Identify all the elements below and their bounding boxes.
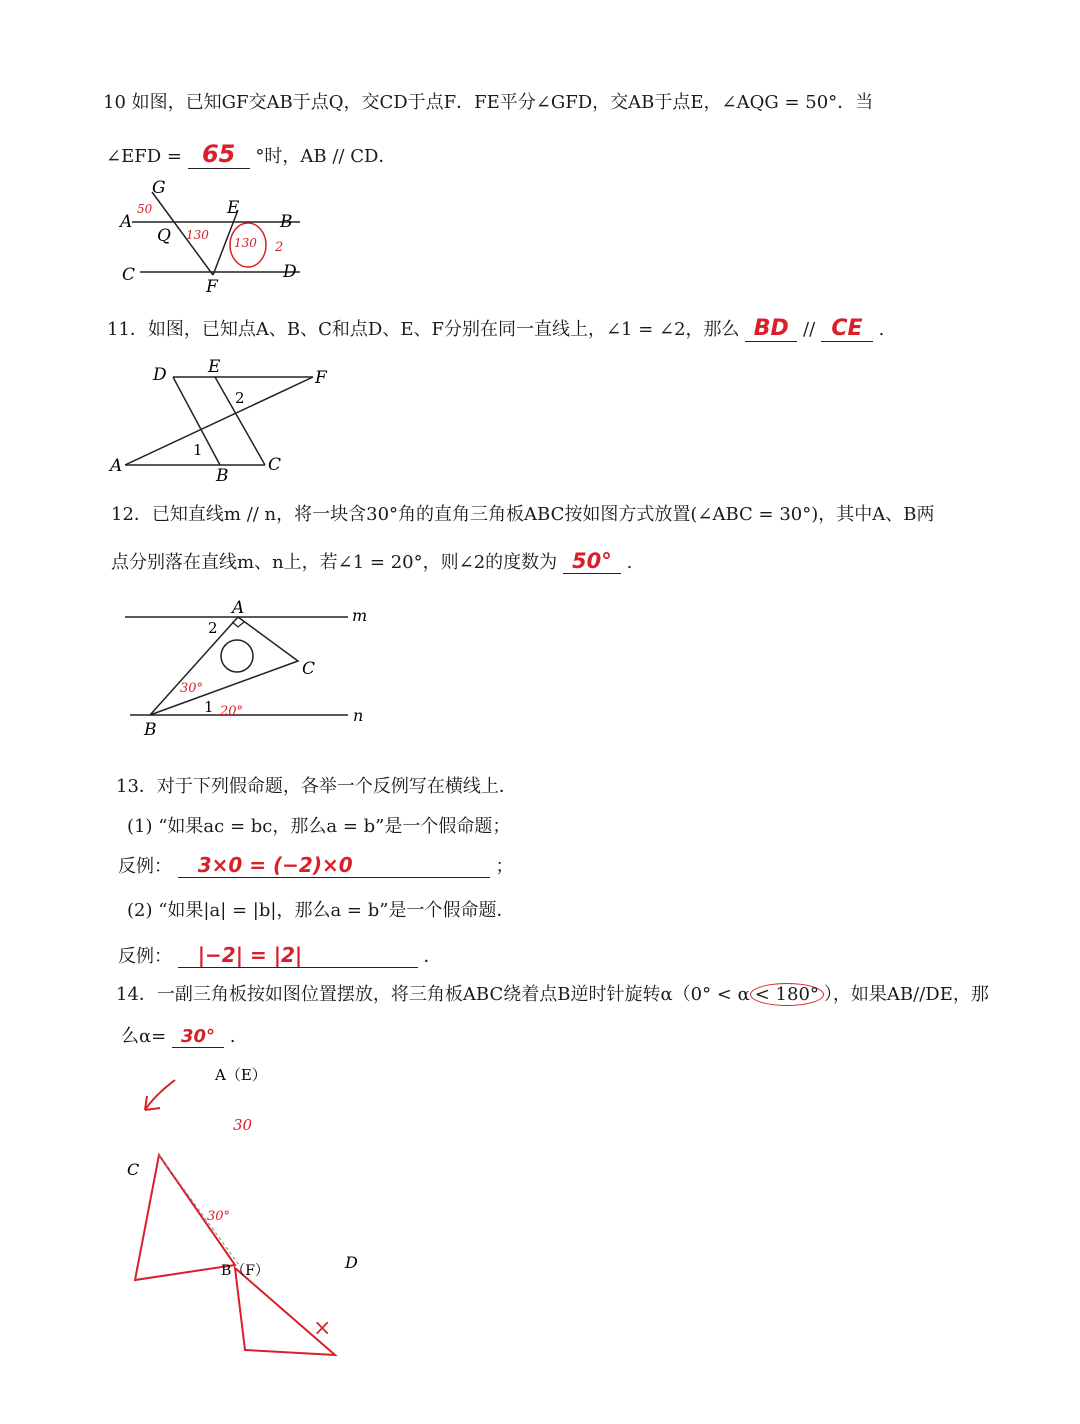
q13-answer1: 3×0 = (−2)×0 [178,853,490,878]
q12-label-m: m [352,606,368,625]
q12-hole [221,640,253,672]
q12-label-a: A [232,598,245,618]
q11-label-1: 1 [193,441,203,459]
q14-triangle-def [235,1268,335,1355]
q13-row1 [118,852,513,878]
q13-p1: (1) “如果ac = bc，那么a = b”是一个假命题； [127,816,511,837]
q11-label-c: C [268,455,282,475]
q10-label-e: E [227,198,240,218]
q10-label-d: D [283,262,297,282]
q10-label-f: F [206,277,218,295]
q10-mark-div2: 2 [275,240,284,255]
q13-answer2: |−2| = |2| [178,943,418,968]
q10-figure [110,175,320,295]
q11-answer2: CE [821,316,873,342]
q11-line-af [125,377,313,465]
q12-line1: 12．已知直线m // n，将一块含30°角的直角三角板ABC按如图方式放置(∠ABC = 30°)，其中A、B两 [111,504,935,525]
q13-p2: (2) “如果|a| = |b|，那么a = b”是一个假命题． [127,900,515,921]
q13-end1: ； [495,856,514,877]
q14-text2: 么α= [121,1026,167,1047]
q14-answer: 30° [172,1026,224,1048]
q12-end: . [626,552,633,573]
q13-intro: 13．对于下列假命题，各举一个反例写在横线上． [116,776,517,797]
q14-label-ae: A（E） [215,1066,267,1084]
q12-mark-20: 20° [220,704,244,719]
q14-label-bf: B（F） [221,1263,270,1279]
q14-text1: 14．一副三角板按如图位置摆放，将三角板ABC绕着点B逆时针旋转α（0° < α [116,984,750,1005]
q11-line [107,315,884,342]
q14-end: . [229,1026,236,1047]
q11-text: 11．如图，已知点A、B、C和点D、E、F分别在同一直线上，∠1 = ∠2，那么 [107,319,740,340]
q14-figure [115,1060,415,1390]
q11-label-2: 2 [235,389,245,407]
q13-label1: 反例： [118,856,172,877]
q12-text2: 点分别落在直线m、n上，若∠1 = 20°，则∠2的度数为 [111,552,558,573]
q10-label-b: B [280,212,293,232]
q14-text1b: ），如果AB//DE，那 [823,984,989,1005]
q11-label-b: B [216,466,229,485]
q12-figure [120,595,380,745]
q11-figure [105,355,335,485]
q13-label2: 反例： [118,946,172,967]
q10-label-g: G [152,178,166,198]
q12-answer: 50° [563,549,621,574]
q13-row2 [118,942,441,968]
q13-end2: ． [423,946,442,967]
q14-line1 [116,980,989,1006]
q14-label-c: C [127,1160,140,1179]
q12-label-b: B [144,720,157,740]
q11-parallel: // [803,319,816,340]
q14-mark-x: × [313,1316,332,1341]
q10-suffix: °时，AB // CD． [255,146,397,167]
q12-line2 [111,548,632,574]
q14-mark-30a: 30 [233,1116,253,1134]
q12-label-1: 1 [204,698,214,716]
q14-circled: < 180° [750,983,824,1006]
q12-label-2: 2 [208,619,218,637]
q10-mark-130b: 130 [234,236,257,250]
q10-label-c: C [122,265,136,285]
q11-end: . [878,319,885,340]
q14-label-d: D [345,1253,358,1272]
q10-mark-50: 50 [137,202,153,216]
q12-label-n: n [353,706,364,725]
q14-arrow-icon [145,1080,175,1110]
q10-line1: 10 如图，已知GF交AB于点Q，交CD于点F．FE平分∠GFD，交AB于点E，∠AQG = 50°．当 [103,92,874,113]
q11-label-a: A [110,456,123,476]
q11-label-e: E [208,357,221,377]
q10-mark-130a: 130 [186,228,209,242]
q10-label-a: A [120,212,133,232]
q14-line2 [121,1022,235,1048]
q14-mark-30b: 30° [207,1209,231,1224]
q11-label-d: D [153,365,167,385]
q11-label-f: F [315,368,327,388]
q12-label-c: C [302,659,316,679]
q12-right-angle [232,622,244,627]
q12-mark-30: 30° [180,681,204,696]
q10-label-q: Q [157,226,171,246]
q10-answer: 65 [188,140,250,169]
q10-line2 [106,140,396,169]
q11-answer1: BD [745,316,797,342]
q10-prefix: ∠EFD = [106,146,182,167]
